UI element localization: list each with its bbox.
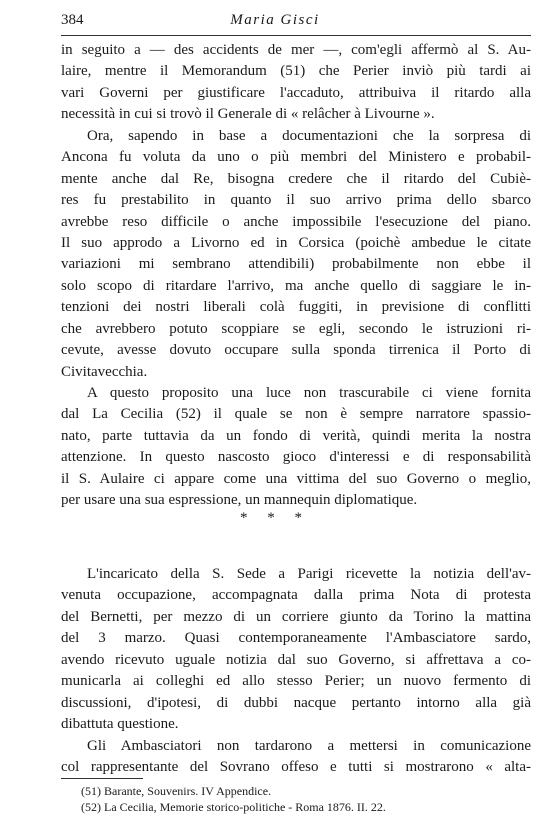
footnote-rule bbox=[61, 778, 143, 779]
text-line: dibattuta questione. bbox=[61, 716, 179, 733]
text-line: avendo ricevuto uguale notizia dal suo Governo, si affrettava a co- bbox=[61, 651, 531, 668]
text-line: Civitavecchia. bbox=[61, 363, 148, 380]
text-line: Gli Ambasciatori non tardarono a mettersi in comunicazione bbox=[87, 737, 531, 754]
text-line: tenzioni dei nostri liberali colà fuggiti, in previsione di conflitti bbox=[61, 299, 531, 316]
text-line: che avrebbero potuto scoppiare se egli, secondo le istruzioni ri- bbox=[61, 320, 531, 337]
footnote-51: (51) Barante, Souvenirs. IV Appendice. bbox=[81, 784, 272, 798]
header-rule bbox=[61, 35, 531, 36]
text-line: dal La Cecilia (52) il quale se non è sempre narratore spassio- bbox=[61, 406, 531, 423]
text-line: municarla ai colleghi ed allo stesso Perier; un nuovo fermento di bbox=[61, 673, 531, 690]
text-line: del Bernetti, per mezzo di un corriere giunto da Torino la mattina bbox=[61, 608, 531, 625]
text-line: nato, parte tuttavia da un fondo di verità, quindi merita la nostra bbox=[61, 427, 531, 444]
text-line: mente anche dal Re, bisogna credere che il ritardo del Cubiè- bbox=[61, 170, 531, 187]
text-line: in seguito a — des accidents de mer —, com'egli affermò al S. Au- bbox=[61, 42, 531, 58]
text-line: solo scopo di ritardare l'arrivo, ma anche quello di saggiare le in- bbox=[61, 277, 531, 294]
text-line: res fu prestabilito in quanto il suo arrivo prima dello sbarco bbox=[61, 192, 531, 209]
text-line: attenzione. In questo nascosto gioco d'interessi e di responsabilità bbox=[61, 449, 531, 466]
text-line: variazioni mi sembrano attendibili) probabilmente non ebbe il bbox=[61, 256, 531, 273]
text-line: L'incaricato della S. Sede a Parigi ricevette la notizia dell'av- bbox=[87, 566, 531, 582]
running-title: Maria Gisci bbox=[230, 12, 320, 28]
body-text bbox=[61, 40, 531, 512]
text-line: cevute, avesse dovuto occupare sulla sponda tirrenica il Porto di bbox=[61, 342, 531, 359]
text-line: Il suo approdo a Livorno ed in Corsica (poichè ambedue le citate bbox=[61, 234, 531, 251]
text-line: laire, mentre il Memorandum (51) che Perier inviò più tardi ai bbox=[61, 63, 531, 80]
text-line: il S. Aulaire ci appare come una vittima del suo Governo o meglio, bbox=[61, 470, 531, 487]
text-line: Ora, sapendo in base a documentazioni che la sorpresa di bbox=[87, 127, 531, 144]
text-line: col rappresentante del Sovrano offeso e tutti si mostrarono « alta- bbox=[61, 758, 531, 775]
text-line: Ancona fu voluta da uno o più membri del Ministero e probabil- bbox=[61, 149, 531, 166]
section-separator: * * * bbox=[240, 510, 310, 526]
text-line: necessità in cui si trovò il Generale di « relâcher à Livourne ». bbox=[61, 106, 435, 123]
text-line: discussioni, d'ipotesi, di dubbi nacque pertanto intorno alla già bbox=[61, 694, 531, 711]
text-line: A questo proposito una luce non trascurabile ci viene fornita bbox=[87, 385, 531, 401]
text-line: vari Governi per giustificare l'accaduto, attribuiva il ritardo alla bbox=[61, 84, 531, 101]
footnote-52: (52) La Cecilia, Memorie storico-politiche - Roma 1876. II. 22. bbox=[81, 800, 386, 814]
page-number: 384 bbox=[61, 12, 84, 28]
text-line: venuta occupazione, accompagnata dalla prima Nota di protesta bbox=[61, 587, 531, 604]
text-line: avrebbe reso difficile o anche impossibile l'esecuzione del piano. bbox=[61, 213, 531, 230]
body-text-continued bbox=[61, 564, 531, 778]
text-line: per usare una sua espressione, un mannequin diplomatique. bbox=[61, 492, 418, 509]
text-line: del 3 marzo. Quasi contemporaneamente l'Ambasciatore sardo, bbox=[61, 630, 531, 647]
